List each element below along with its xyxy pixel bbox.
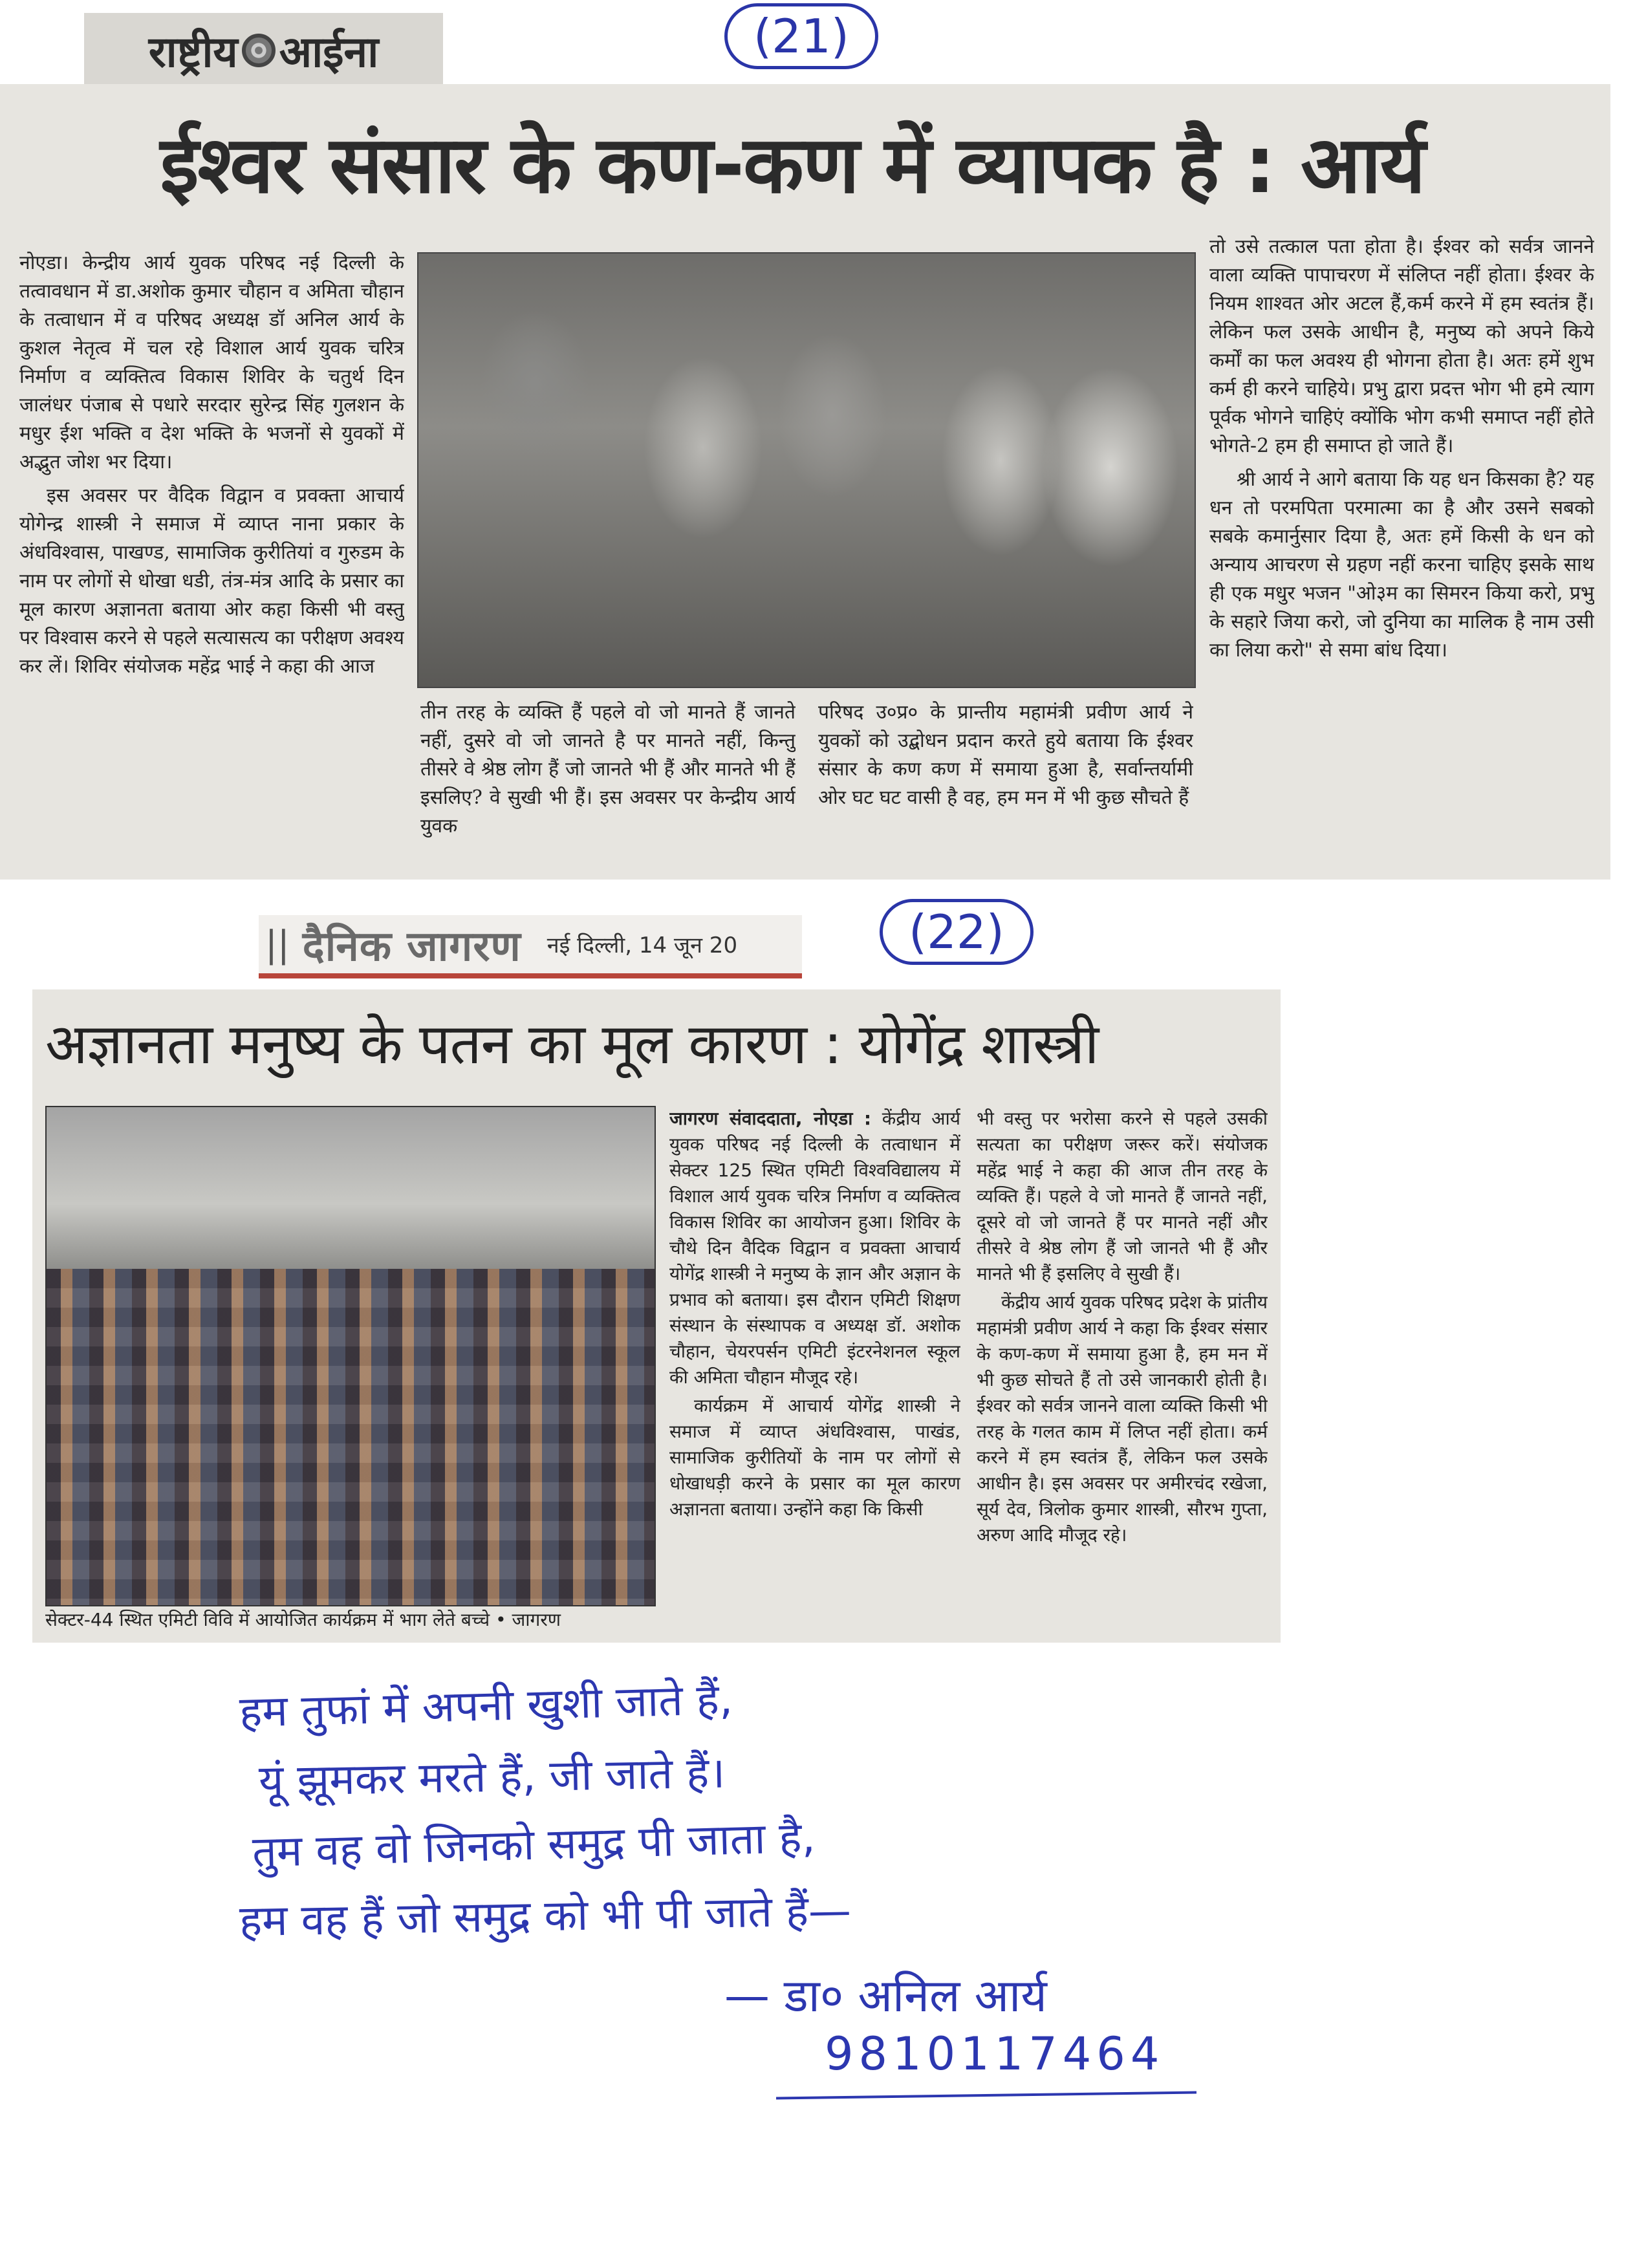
article2-para-2: कार्यक्रम में आचार्य योगेंद्र शास्त्री ने समाज में व्याप्त अंधविश्वास, पाखंड, सामाजिक कुरीतियों के नाम पर लोगों से धोखाधड़ी करने के प्रसार का मूल कारण अज्ञानता बताया। उन्होंने कहा कि किसी bbox=[669, 1395, 960, 1520]
masthead-part-left: राष्ट्रीय bbox=[148, 27, 238, 77]
article2-para-4: केंद्रीय आर्य युवक परिषद प्रदेश के प्रांतीय महामंत्री प्रवीण आर्य ने कहा कि ईश्वर संसार के कण-कण में समाया हुआ है, हम मन में भी कुछ सोचते हैं तो उसे जानकारी होती है। ईश्वर को सर्वत्र जानने वाला व्यक्ति किसी भी तरह के गलत काम में लिप्त नहीं होता। कर्म करने में हम स्वतंत्र हैं, लेकिन फल उसके आधीन है। इस अवसर पर अमीरचंद रखेजा, सूर्य देव, त्रिलोक कुमार शास्त्री, सौरभ गुप्ता, अरुण आदि मौजूद रहे। bbox=[977, 1291, 1268, 1546]
photo-event-felicitation bbox=[417, 252, 1196, 688]
masthead-rashtriya-aaina bbox=[84, 13, 443, 91]
clip-number-22: (22) bbox=[880, 899, 1034, 965]
article1-column-2 bbox=[420, 698, 796, 867]
article2-para-3: भी वस्तु पर भरोसा करने से पहले उसकी सत्यता का परीक्षण जरूर करें। संयोजक महेंद्र भाई ने कहा की आज तीन तरह के व्यक्ति हैं। पहले वे जो मानते हैं जानते नहीं, दूसरे वो जो जानते हैं पर मानते नहीं और तीसरे वे श्रेष्ठ लोग हैं जो जानते भी हैं और मानते भी हैं इसलिए वे सुखी हैं। bbox=[977, 1108, 1268, 1284]
signature-underline bbox=[776, 2091, 1196, 2099]
headline-1: ईश्वर संसार के कण-कण में व्यापक है : आर्य bbox=[160, 119, 1425, 211]
photo-seated-children bbox=[47, 1269, 655, 1605]
article1-para-5: तो उसे तत्काल पता होता है। ईश्वर को सर्वत्र जानने वाला व्यक्ति पापाचरण में संलिप्त नहीं होता। ईश्वर के नियम शाश्वत ओर अटल हैं,कर्म करने में हम स्वतंत्र हैं। लेकिन फल उसके आधीन है, मनुष्य को अपने किये कर्मों का फल अवश्य ही भोगना होता है। अतः हमें शुभ कर्म ही करने चाहिये। प्रभु द्वारा प्रदत्त भोग भी हमे त्याग पूर्वक भोगने चाहिएं क्योंकि भोग कभी समाप्त नहीं होते भोगते-2 हम ही समाप्त हो जाते हैं। bbox=[1209, 235, 1594, 457]
photo-camp-children bbox=[45, 1106, 656, 1606]
handwritten-line-3: तुम वह वो जिनको समुद्र पी जाता है, bbox=[252, 1812, 816, 1877]
clip-2 bbox=[32, 989, 1281, 1643]
handwritten-line-2: यूं झूमकर मरते हैं, जी जाते हैं। bbox=[258, 1747, 726, 1806]
headline-2: अज्ञानता मनुष्य के पतन का मूल कारण : योगेंद्र शास्त्री bbox=[45, 1012, 1099, 1077]
article1-para-6: श्री आर्य ने आगे बताया कि यह धन किसका है? यह धन तो परमपिता परमात्मा का है और उसने सबको सबके कमार्नुसार दिया है, अतः हमें किसी के धन को अन्याय आचरण से ग्रहण नहीं करना चाहिए इसके साथ ही एक मधुर भजन "ओ३म का सिमरन किया करो, प्रभु के सहारे जिया करो, जो दुनिया का मालिक है नाम उसी का लिया करो" से समा बांध दिया। bbox=[1209, 468, 1594, 662]
clip-number-21: (21) bbox=[724, 3, 878, 69]
masthead-dainik-jagran bbox=[259, 915, 802, 978]
article1-para-4: परिषद उ०प्र० के प्रान्तीय महामंत्री प्रवीण आर्य ने युवकों को उद्बोधन प्रदान करते हुये बताया कि ईश्वर संसार के कण कण में समाया हुआ है, सर्वान्तर्यामी ओर घट घट वासी है वह, हम मन में भी कुछ सौचते हैं bbox=[818, 701, 1193, 809]
photo-caption: सेक्टर-44 स्थित एमिटी विवि में आयोजित कार्यक्रम में भाग लेते बच्चे • जागरण bbox=[45, 1609, 561, 1630]
clip-1 bbox=[0, 84, 1610, 880]
article2-column-1 bbox=[669, 1106, 960, 1636]
article1-para-1: नोएडा। केन्द्रीय आर्य युवक परिषद नई दिल्ली के तत्वावधान में डा.अशोक कुमार चौहान व अमिता चौहान के तत्वाधान में व परिषद अध्यक्ष डॉ अनिल आर्य के कुशल नेतृत्व में चल रहे विशाल आर्य युवक चरित्र निर्माण व व्यक्तित्व विकास शिविर के चतुर्थ दिन जालंधर पंजाब से पधारे सरदार सुरेन्द्र सिंह गुलशन के मधुर ईश भक्ति व देश भक्ति के भजनों से युवकों में अद्भुत जोश भर दिया। bbox=[19, 252, 404, 473]
article2-column-2 bbox=[977, 1106, 1268, 1636]
article1-para-2: इस अवसर पर वैदिक विद्वान व प्रवक्ता आचार्य योगेन्द्र शास्त्री ने समाज में व्याप्त नाना प्रकार के अंधविश्वास, पाखण्ड, सामाजिक कुरीतियां व गुरुडम के नाम पर लोगों से धोखा धडी, तंत्र-मंत्र आदि के प्रसार का मूल कारण अज्ञानता बताया ओर कहा किसी भी वस्तु पर विश्वास करने से पहले सत्यासत्य का परीक्षण अवश्य कर लें। शिविर संयोजक महेंद्र भाई ने कहा की आज bbox=[19, 484, 404, 678]
article1-column-4 bbox=[1209, 233, 1594, 870]
handwritten-signature: — डा० अनिल आर्य bbox=[724, 1969, 1047, 2022]
ashoka-chakra-icon bbox=[242, 34, 276, 67]
masthead-part-right: आईना bbox=[279, 27, 379, 77]
article1-para-3: तीन तरह के व्यक्ति हैं पहले वो जो मानते हैं जानते नहीं, दुसरे वो जो जानते है पर मानते नहीं, किन्तु तीसरे वे श्रेष्ठ लोग हैं जो जानते भी हैं और मानते भी हैं इसलिए? वे सुखी भी हैं। इस अवसर पर केन्द्रीय आर्य युवक bbox=[420, 701, 796, 837]
photo-hall-background bbox=[47, 1107, 655, 1269]
handwritten-line-1: हम तुफां में अपनी खुशी जाते हैं, bbox=[239, 1674, 733, 1737]
masthead-name: दैनिक जागरण bbox=[302, 922, 521, 971]
handwritten-phone: 9810117464 bbox=[825, 2027, 1165, 2080]
article2-para-1-text: केंद्रीय आर्य युवक परिषद नई दिल्ली के तत्वाधान में सेक्टर 125 स्थित एमिटी विश्वविद्यालय में विशाल आर्य युवक चरित्र निर्माण व व्यक्तित्व विकास शिविर का आयोजन हुआ। शिविर के चौथे दिन वैदिक विद्वान व प्रवक्ता आचार्य योगेंद्र शास्त्री ने मनुष्य के ज्ञान और अज्ञान के प्रभाव को बताया। इस दौरान एमिटी शिक्षण संस्थान के संस्थापक व अध्यक्ष डॉ. अशोक चौहान, चेयरपर्सन एमिटी इंटरनेशनल स्कूल की अमिता चौहान मौजूद रहे। bbox=[669, 1108, 960, 1388]
article1-column-1 bbox=[19, 249, 404, 870]
dateline: नई दिल्ली, 14 जून 20 bbox=[547, 933, 738, 958]
article1-column-3 bbox=[818, 698, 1193, 867]
article2-para-1 bbox=[669, 1106, 960, 1390]
handwritten-line-4: हम वह हैं जो समुद्र को भी पी जाते हैं— bbox=[239, 1885, 852, 1947]
masthead-bars: || bbox=[265, 923, 290, 966]
byline: जागरण संवाददाता, नोएडा : bbox=[669, 1108, 872, 1129]
